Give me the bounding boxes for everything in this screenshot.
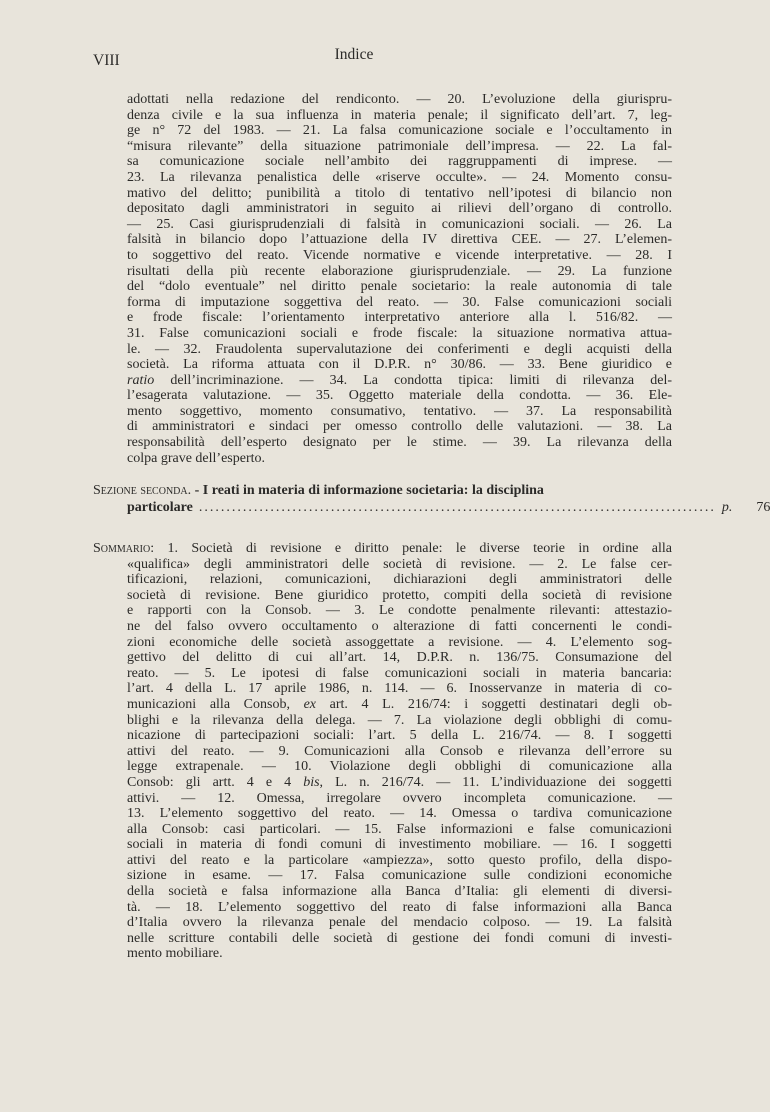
line-text: municazioni alla Consob, <box>127 696 304 712</box>
text-line: società. La riforma attuata con il D.P.R. n° 30/86. — 33. Bene giuridico e <box>127 357 672 373</box>
text-line: blighi e la rilevanza della delega. — 7. La violazione degli obblighi di comu- <box>127 712 672 728</box>
text-line: responsabilità dell’esperto designato per le stime. — 39. La rilevanza della <box>127 435 672 451</box>
section-title: - I reati in materia di informazione societaria: la disciplina <box>194 483 544 498</box>
text-line: ne del falso ovvero occultamento o alterazione di fatti concernenti le condi- <box>127 618 672 634</box>
text-line: “misura rilevante” della situazione patrimoniale dell’impresa. — 22. La fal- <box>127 138 672 154</box>
text-line: falsità in bilancio dopo l’attuazione della IV direttiva CEE. — 27. L’elemen- <box>127 232 672 248</box>
leader-dots: .............................................................................................. <box>198 500 716 515</box>
text-line: colpa grave dell’esperto. <box>127 450 265 466</box>
text-line: attivi del reato. — 9. Comunicazioni alla Consob e rilevanza dell’errore su <box>127 743 672 759</box>
page-title: Indice <box>334 46 374 63</box>
text-line: — 25. Casi giurisprudenziali di falsità in comunicazioni sociali. — 26. La <box>127 216 672 232</box>
text-line: risultati della più recente elaborazione giurisprudenziale. — 29. La funzione <box>127 263 672 279</box>
line-text: dell’incriminazione. — 34. La condotta tipica: limiti di rilevanza del- <box>154 372 672 388</box>
line-text: 1. Società di revisione e diritto penale: le diverse teorie in ordine alla <box>154 541 672 556</box>
text-line: adottati nella redazione del rendiconto. — 20. L’evoluzione della giurispru- <box>127 92 672 107</box>
summary-block <box>93 541 672 962</box>
text-line: reato. — 5. Le ipotesi di false comunicazioni sociali in materia bancaria: <box>127 665 672 681</box>
text-line: mento mobiliare. <box>127 946 223 962</box>
text-line: denza civile e la sua influenza in materia penale; il significato dell’art. 7, leg- <box>127 107 672 123</box>
text-line: 13. L’elemento soggettivo del reato. — 14. Omessa o tardiva comunicazione <box>127 806 672 822</box>
section-title-cont: particolare <box>127 500 193 515</box>
text-line: sizione in esame. — 17. Falsa comunicazione sulle condizioni economiche <box>127 868 672 884</box>
line-text: , L. n. 216/74. — 11. L’individuazione dei soggetti <box>319 774 672 790</box>
text-line: società di revisione. Bene giuridico protetto, compiti della società di revisione <box>127 587 672 603</box>
italic-term: bis <box>303 774 320 790</box>
section-entry <box>93 482 770 516</box>
text-line <box>93 775 672 791</box>
text-line: e rapporti con la Consob. — 3. Le condotte penalmente rilevanti: attestazio- <box>127 603 672 619</box>
text-line: sociali in materia di fondi comuni di investimento mobiliare. — 16. I soggetti <box>127 837 672 853</box>
text-line: tificazioni, relazioni, comunicazioni, dichiarazioni degli amministratori delle <box>127 572 672 588</box>
italic-term: ex <box>303 696 317 712</box>
text-line: zioni economiche delle società assoggettate a revisione. — 4. L’elemento sog- <box>127 634 672 650</box>
text-line: e frode fiscale: l’orientamento interpretativo anteriore alla l. 516/82. — <box>127 310 672 326</box>
text-line: di amministratori e sindaci per omesso controllo delle valutazioni. — 38. La <box>127 419 672 435</box>
text-line: to soggettivo del reato. Vicende normative e vicende interpretative. — 28. I <box>127 247 672 263</box>
text-line: 23. La rilevanza penalistica delle «riserve occulte». — 24. Momento consu- <box>127 169 672 185</box>
summary-continuation <box>127 92 672 466</box>
italic-term: ratio <box>127 372 155 388</box>
text-line: attivi. — 12. Omessa, irregolare ovvero incompleta comunicazione. — <box>127 790 672 806</box>
text-line: «qualifica» degli amministratori delle società di revisione. — 2. Le false cer- <box>127 556 672 572</box>
text-line: nicazione di partecipazioni sociali: l’art. 5 della L. 216/74. — 8. I soggetti <box>127 728 672 744</box>
text-line: ge n° 72 del 1983. — 21. La falsa comunicazione sociale e l’occultamento in <box>127 123 672 139</box>
text-line: alla Consob: casi particolari. — 15. False informazioni e false comunicazioni <box>127 821 672 837</box>
text-line: mento soggettivo, momento consumativo, tentativo. — 37. La responsabilità <box>127 403 672 419</box>
text-line <box>93 541 672 557</box>
text-line: della società e falsa informazione alla Banca d’Italia: gli elementi di diversi- <box>127 884 672 900</box>
page-number: VIII <box>93 52 120 69</box>
text-line: gettivo del delitto di cui all’art. 14, D.P.R. n. 136/75. Consumazione del <box>127 650 672 666</box>
text-line: attivi del reato e la particolare «ampiezza», sotto questo profilo, della dispo- <box>127 852 672 868</box>
text-line <box>93 697 672 713</box>
text-line: mativo del delitto; punibilità a titolo di tentativo nell’ipotesi di bilancio non <box>127 185 672 201</box>
text-line: l’esagerata valutazione. — 35. Oggetto materiale della condotta. — 36. Ele- <box>127 388 672 404</box>
section-page: 76 <box>756 500 770 515</box>
text-line: d’Italia ovvero la rilevanza penale del mendacio colposo. — 19. La falsità <box>127 915 672 931</box>
text-line: tà. — 18. L’elemento soggettivo del reato di false informazioni alla Banca <box>127 899 672 915</box>
text-line: del “dolo eventuale” nel diritto penale societario: la reale autonomia di tale <box>127 279 672 295</box>
text-line: le. — 32. Fraudolenta supervalutazione dei conferimenti e degli acquisti della <box>127 341 672 357</box>
text-line: 31. False comunicazioni sociali e frode fiscale: la situazione normativa attua- <box>127 325 672 341</box>
text-line: legge extrapenale. — 10. Violazione degli obblighi di comunicazione alla <box>127 759 672 775</box>
page-prefix: p. <box>721 500 733 515</box>
text-line <box>127 373 672 389</box>
text-line: depositato dagli amministratori in seguito ai rilievi dell’organo di controllo. <box>127 201 672 217</box>
text-line: nelle scritture contabili delle società di gestione dei fondi comuni di investi- <box>127 930 672 946</box>
line-text: art. 4 L. 216/74: i soggetti destinatari degli ob- <box>316 696 672 712</box>
line-text: Consob: gli artt. 4 e 4 <box>127 774 304 790</box>
summary-label: Sommario: <box>93 541 155 556</box>
text-line: sa comunicazione sociale nell’ambito dei raggruppamenti di imprese. — <box>127 154 672 170</box>
text-line: l’art. 4 della L. 17 aprile 1986, n. 114. — 6. Inosservanze in materia di co- <box>127 681 672 697</box>
section-label: Sezione seconda. <box>93 483 192 498</box>
text-line: forma di imputazione soggettiva del reato. — 30. False comunicazioni sociali <box>127 294 672 310</box>
